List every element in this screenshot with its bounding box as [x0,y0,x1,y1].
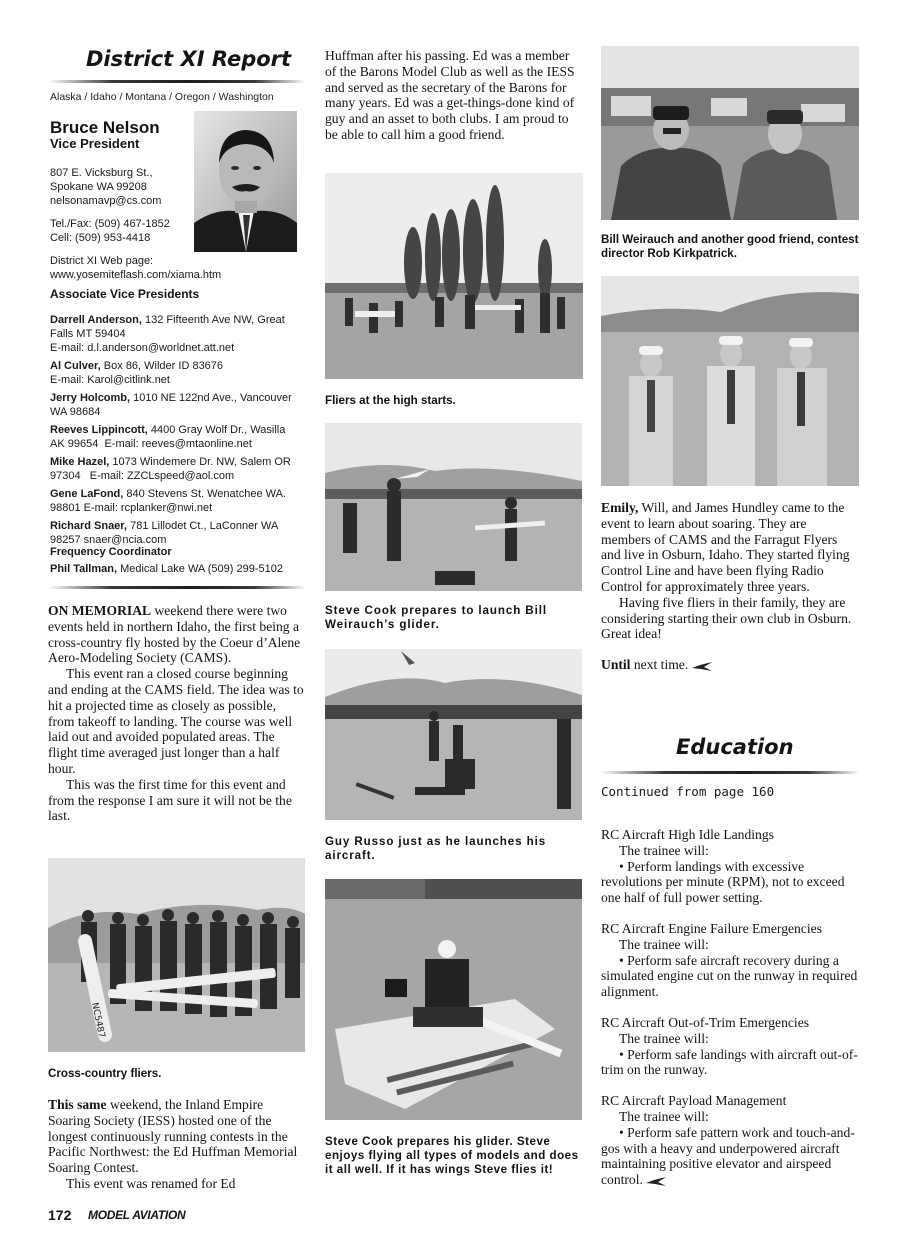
lead-emily: Emily, [601,500,639,515]
col3-para-2: Having five fliers in their family, they are considering starting their own club in Osburn. Great idea! [601,594,852,642]
high-starts-photo [325,173,583,379]
education-rule [600,771,860,774]
lead-until: Until [601,657,631,673]
education-item: RC Aircraft High Idle Landings The trainee will: • Perform landings with excessive revolutions per minute (RPM), not to exceed one half of full power setting. [601,827,845,906]
title-rule [48,80,306,83]
freq-detail: Medical Lake WA (509) 299-5102 [117,563,283,575]
education-list [601,827,859,1188]
associate-entry: Jerry Holcomb, 1010 NE 122nd Ave., Vancouver WA 98684 [50,392,292,418]
education-item: RC Aircraft Engine Failure Emergencies The trainee will: • Perform safe aircraft recovery during a simulated engine cut on the runway in required alignment. [601,920,858,1000]
associates-list [50,313,296,551]
col1-article-continue: This same weekend, the Inland Empire Soaring Society (IESS) hosted one of the longest continuously running contests in the Pacific Northwest: the Ed Huffman Memorial Soaring Contest. This event was renamed for Ed [48,1097,304,1192]
district-states: Alaska / Idaho / Montana / Oregon / Washington [50,91,274,103]
col1-article-start: ON MEMORIAL weekend there were two events held in northern Idaho, the first being a cross-country fly hosted by the Coeur d’Alene Aero-Modeling Society (CAMS). This event ran a closed course beginning and ending at the CAMS field. The idea was to hit a projected time as closely as possible, from takeoff to landing. The course was well laid out and avoided populated areas. The flight time averaged just longer than a half hour. This was the first time for this event and from the response I am sure it will not be the last. [48,603,304,824]
bill-rob-photo [601,46,859,220]
lead-this-same: This same [48,1097,107,1112]
lead-on-memorial: ON MEMORIAL [48,603,152,618]
associates-heading: Associate Vice Presidents [50,287,200,301]
hundley-kids-photo [601,276,859,486]
vp-address-line2: Spokane WA 99208 [50,181,147,193]
col1-para-3: This was the first time for this event and from the response I am sure it will not be the last. [48,776,292,824]
vp-portrait-photo [194,111,297,252]
freq-name: Phil Tallman, [50,563,118,575]
associate-entry: Darrell Anderson, 132 Fifteenth Ave NW, Great Falls MT 59404 E-mail: d.l.anderson@worldnet.att.net [50,314,285,354]
continued-from-page: Continued from page 160 [601,784,775,799]
col2-para-1: Huffman after his passing. Ed was a member of the Barons Model Club as well as the IESS and served as the secretary of the Barons for many years. Ed was a get-things-done kind of guy and an asset to both clubs. I am proud to be able to call him a good friend. [325,48,575,142]
vp-name: Bruce Nelson [50,118,160,137]
district-report-title: District XI Report [86,47,292,71]
col1-para-2: This event ran a closed course beginning and ending at the CAMS field. The idea was to hit a projected time as closely as possible, from takeoff to landing. The course was well laid out and avoided populated areas. The flight time averaged just longer than a half hour. [48,666,304,776]
associate-entry: Mike Hazel, 1073 Windemere Dr. NW, Salem OR 97304 E-mail: ZZCLspeed@aol.com [50,456,291,482]
caption-steve-launch: Steve Cook prepares to launch Bill Weirauch’s glider. [325,604,547,631]
sidebar-end-rule [48,586,306,589]
ama-logo-icon [692,662,712,671]
col1-para-5: This event was renamed for Ed [66,1175,236,1191]
associate-entry: Gene LaFond, 840 Stevens St. Wenatchee WA. 98801 E-mail: rcplanker@nwi.net [50,488,286,514]
web-label: District XI Web page: [50,255,154,267]
vp-telfax: Tel./Fax: (509) 467-1852 [50,218,170,230]
steve-glider-photo [325,879,582,1120]
web-url[interactable]: www.yosemiteflash.com/xiama.htm [50,269,222,281]
vp-cell: Cell: (509) 953-4418 [50,232,151,244]
caption-high-starts: Fliers at the high starts. [325,394,456,407]
vp-address-line1: 807 E. Vicksburg St., [50,167,153,179]
page-number: 172 [48,1207,72,1223]
frequency-coordinator [50,545,300,576]
caption-guy-russo: Guy Russo just as he launches his aircraft. [325,835,547,862]
caption-bill-rob: Bill Weirauch and another good friend, contest director Rob Kirkpatrick. [601,233,859,260]
plane-registration: NC5487 [89,1001,107,1039]
col3-article: Emily, Will, and James Hundley came to the event to learn about soaring. They are members of CAMS and the Farragut Flyers and live in Osburn, Idaho. They started flying Control Line and have been flying Radio Control for approximately three years. Having five fliers in their family, they are considering starting their own club in Osburn. Great idea! Until next time. [601,500,859,673]
magazine-name: MODEL AVIATION [88,1208,186,1222]
guy-russo-photo [325,649,582,820]
associate-entry: Reeves Lippincott, 4400 Gray Wolf Dr., Wasilla AK 99654 E-mail: reeves@mtaonline.net [50,424,286,450]
vp-contact [50,166,222,282]
education-item: RC Aircraft Out-of-Trim Emergencies The trainee will: • Perform safe landings with aircraft out-of-trim on the runway. [601,1014,858,1078]
caption-steve-glider: Steve Cook prepares his glider. Steve enjoys flying all types of models and does it all well. If it has wings Steve flies it! [325,1135,579,1176]
vp-title: Vice President [50,136,140,151]
caption-cross-country: Cross-country fliers. [48,1067,162,1080]
steve-launch-photo [325,423,582,591]
ama-logo-icon [646,1177,666,1186]
education-title: Education [676,735,794,759]
freq-heading: Frequency Coordinator [50,546,172,558]
cross-country-fliers-photo [48,858,305,1052]
associate-entry: Al Culver, Box 86, Wilder ID 83676 E-mail: Karol@citlink.net [50,360,224,386]
vp-email[interactable]: nelsonamavp@cs.com [50,195,162,207]
education-item: RC Aircraft Payload Management The trainee will: • Perform safe pattern work and touch-and-gos with a heavy and underpowered aircraft maintaining positive elevator and airspeed control. [601,1093,855,1188]
associate-entry: Richard Snaer, 781 Lillodet Ct., LaConner WA 98257 snaer@ncia.com [50,520,278,546]
